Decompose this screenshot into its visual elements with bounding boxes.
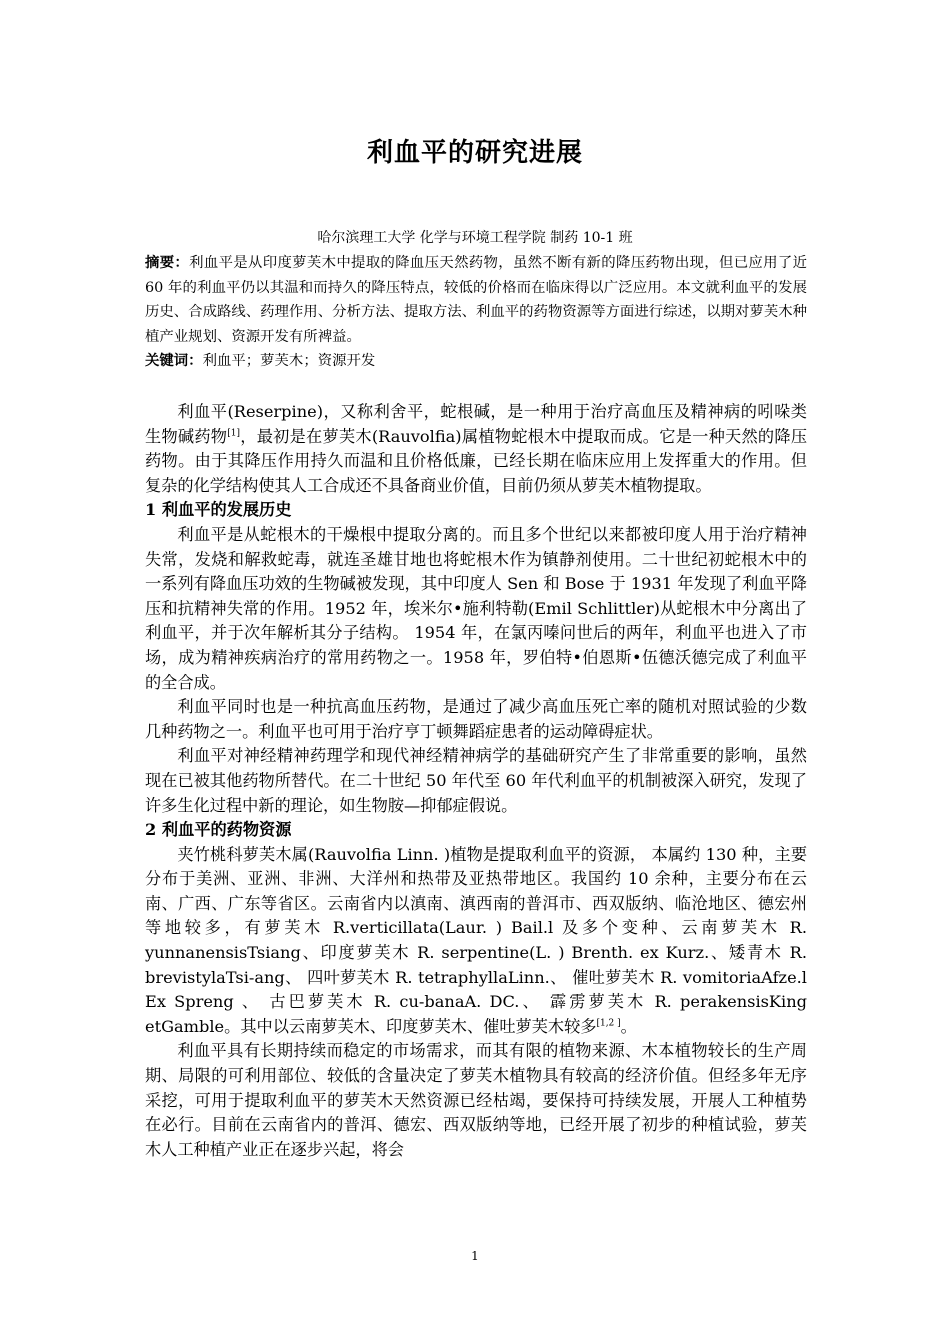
abstract-block [145, 251, 807, 374]
history-paragraph-3: 利血平对神经精神药理学和现代神经精神病学的基础研究产生了非常重要的影响，虽然现在已被其他药物所替代。在二十世纪 50 年代至 60 年代利血平的机制被深入研究，发现了许多生化过程中新的理论，如生物胺—抑郁症假说。 [145, 746, 807, 815]
keywords-label: 关键词： [145, 352, 203, 369]
abstract-paragraph [145, 251, 807, 349]
document-title: 利血平的研究进展 [366, 138, 583, 168]
resources-paragraph-1 [145, 843, 807, 1040]
history-paragraph-2: 利血平同时也是一种抗高血压药物，是通过了减少高血压死亡率的随机对照试验的少数几种药物之一。利血平也可用于治疗亨丁顿舞蹈症患者的运动障碍症状。 [145, 697, 807, 741]
section-heading-resources: 2 利血平的药物资源 [145, 820, 292, 840]
body-text [145, 400, 807, 1162]
section-heading-history: 1 利血平的发展历史 [145, 500, 292, 520]
abstract-text: 利血平是从印度萝芙木中提取的降血压天然药物，虽然不断有新的降压药物出现，但已应用了近 60 年的利血平仍以其温和而持久的降压特点，较低的价格而在临床得以广泛应用。本文就利血平的发展历史、合成路线、药理作用、分析方法、提取方法、利血平的药物资源等方面进行综述，以期对萝芙木种植产业规划、资源开发有所裨益。 [145, 255, 807, 345]
intro-text-part2: ，最初是在萝芙木(Rauvolfia)属植物蛇根木中提取而成。它是一种天然的降压药物。由于其降压作用持久而温和且价格低廉，已经长期在临床应用上发挥重大的作用。但复杂的化学结构使其人工合成还不具备商业价值，目前仍须从萝芙木植物提取。 [145, 426, 808, 495]
history-paragraph-1: 利血平是从蛇根木的干燥根中提取分离的。而且多个世纪以来都被印度人用于治疗精神失常，发烧和解救蛇毒，就连圣雄甘地也将蛇根木作为镇静剂使用。二十世纪初蛇根木中的一系列有降血压功效的生物碱被发现，其中印度人 Sen 和 Bose 于 1931 年发现了利血平降压和抗精神失常的作用。1952 年，埃米尔•施利特勒(Emil Schlittler)从蛇根木中分离出了利血平，并于次年解析其分子结构。 1954 年，在氯丙嗪问世后的两年，利血平也进入了市场，成为精神疾病治疗的常用药物之一。1958 年，罗伯特•伯恩斯•伍德沃德完成了利血平的全合成。 [145, 524, 807, 692]
resources-text-end: 。 [620, 1016, 637, 1036]
intro-text-part1: 利血平(Reserpine)，又称利舍平，蛇根碱，是一种用于治疗高血压及精神病的吲哚类生物碱药物 [145, 402, 807, 446]
keywords-text: 利血平；萝芙木；资源开发 [202, 353, 376, 369]
intro-paragraph [145, 400, 807, 498]
page-number: 1 [471, 1249, 479, 1263]
citation-ref: [1,2 ] [596, 1018, 621, 1029]
resources-text: 夹竹桃科萝芙木属(Rauvolfia Linn. )植物是提取利血平的资源， 本属约 130 种，主要分布于美洲、亚洲、非洲、大洋州和热带及亚热带地区。我国约 10 余种，主要分布在云南、广西、广东等省区。云南省内以滇南、滇西南的普洱市、西双版纳、临沧地区、德宏州等地较多，有萝芙木 R.verticillata(Laur. ) Bail.l 及多个变种、云南萝芙木 R. yunnanensisTsiang、印度萝芙木 R. serpentine(L. ) Brenth. ex Kurz.、矮青木 R. brevistylaTsi-ang、 四叶萝芙木 R. tetraphyllaLinn.、 催吐萝芙木 R. vomitoriaAfze.l Ex Spreng 、 古巴萝芙木 R. cu-banaA. DC.、 霹雳萝芙木 R. perakensisKing etGamble。其中以云南萝芙木、印度萝芙木、催吐萝芙木较多 [145, 844, 807, 1036]
resources-paragraph-2: 利血平具有长期持续而稳定的市场需求，而其有限的植物来源、木本植物较长的生产周期、局限的可利用部位、较低的含量决定了萝芙木植物具有较高的经济价值。但经多年无序采挖，可用于提取利血平的萝芙木天然资源已经枯竭，要保持可持续发展，开展人工种植势在必行。目前在云南省内的普洱、德宏、西双版纳等地，已经开展了初步的种植试验，萝芙木人工种植产业正在逐步兴起，将会 [145, 1041, 807, 1159]
author-affiliation: 哈尔滨理工大学 化学与环境工程学院 制药 10-1 班 [317, 230, 633, 246]
abstract-label: 摘要： [145, 254, 190, 271]
keywords-paragraph [145, 349, 807, 374]
citation-ref: [1] [227, 428, 240, 439]
